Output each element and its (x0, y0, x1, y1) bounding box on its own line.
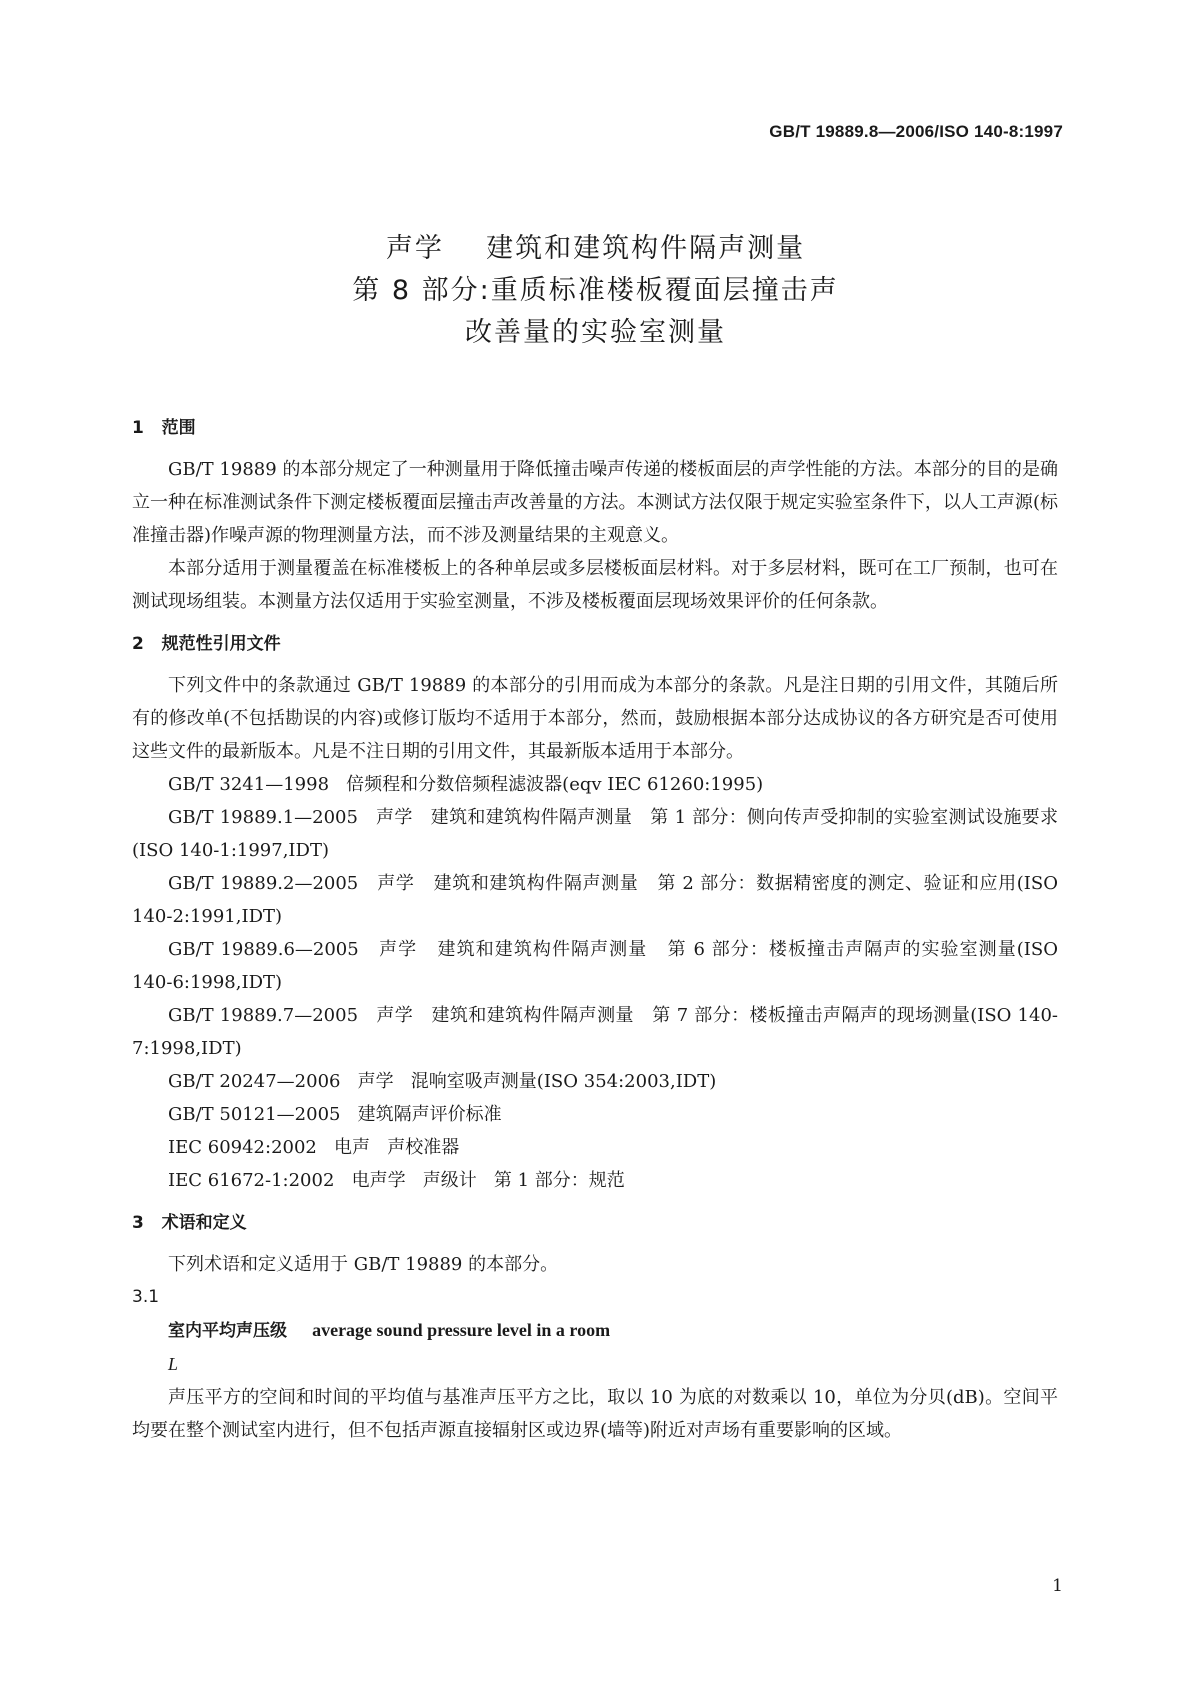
reference-item: GB/T 19889.2—2005 声学 建筑和建筑构件隔声测量 第 2 部分：数据精密度的测定、验证和应用(ISO 140-2:1991,IDT) (132, 873, 1064, 927)
reference-item: GB/T 19889.7—2005 声学 建筑和建筑构件隔声测量 第 7 部分：楼板撞击声隔声的现场测量(ISO 140-7:1998,IDT) (132, 1005, 1058, 1059)
term-chinese: 室内平均声压级 (168, 1321, 287, 1341)
section-heading-terms-definitions: 3 术语和定义 (132, 1213, 247, 1233)
title-line-2: 第 8 部分:重质标准楼板覆面层撞击声 (352, 275, 839, 306)
term-symbol: L (168, 1354, 179, 1374)
reference-item: GB/T 19889.1—2005 声学 建筑和建筑构件隔声测量 第 1 部分：侧向传声受抑制的实验室测试设施要求(ISO 140-1:1997,IDT) (132, 807, 1058, 861)
title-line-1: 声学 建筑和建筑构件隔声测量 (385, 233, 806, 264)
reference-item: GB/T 50121—2005 建筑隔声评价标准 (168, 1104, 502, 1125)
document-body (132, 412, 1064, 1447)
title-line-3: 改善量的实验室测量 (465, 317, 726, 348)
reference-item: GB/T 19889.6—2005 声学 建筑和建筑构件隔声测量 第 6 部分：楼板撞击声隔声的实验室测量(ISO 140-6:1998,IDT) (132, 939, 1064, 993)
section-heading-normative-references: 2 规范性引用文件 (132, 634, 281, 654)
document-title (0, 228, 1191, 354)
term-entry (132, 1314, 1058, 1348)
reference-item: IEC 60942:2002 电声 声校准器 (168, 1137, 460, 1158)
term-definition: 声压平方的空间和时间的平均值与基准声压平方之比，取以 10 为底的对数乘以 10，单位为分贝(dB)。空间平均要在整个测试室内进行，但不包括声源直接辐射区或边界(墙等)附近对声场有重要影响的区域。 (132, 1387, 1058, 1441)
standard-code: GB/T 19889.8—2006/ISO 140-8:1997 (769, 122, 1063, 141)
reference-item: GB/T 3241—1998 倍频程和分数倍频程滤波器(eqv IEC 61260:1995) (168, 774, 764, 795)
section-heading-scope: 1 范围 (132, 418, 196, 438)
terms-definitions-intro: 下列术语和定义适用于 GB/T 19889 的本部分。 (168, 1254, 559, 1275)
scope-paragraph-2: 本部分适用于测量覆盖在标准楼板上的各种单层或多层楼板面层材料。对于多层材料，既可在工厂预制，也可在测试现场组装。本测量方法仅适用于实验室测量，不涉及楼板覆面层现场效果评价的任何条款。 (132, 558, 1058, 612)
scope-paragraph-1: GB/T 19889 的本部分规定了一种测量用于降低撞击噪声传递的楼板面层的声学性能的方法。本部分的目的是确立一种在标准测试条件下测定楼板覆面层撞击声改善量的方法。本测试方法仅限于规定实验室条件下，以人工声源(标准撞击器)作噪声源的物理测量方法，而不涉及测量结果的主观意义。 (132, 459, 1058, 546)
clause-number: 3.1 (132, 1287, 160, 1307)
reference-item: GB/T 20247—2006 声学 混响室吸声测量(ISO 354:2003,IDT) (168, 1071, 717, 1092)
reference-item: IEC 61672-1:2002 电声学 声级计 第 1 部分：规范 (168, 1170, 625, 1191)
term-english: average sound pressure level in a room (312, 1320, 611, 1340)
page-number: 1 (1052, 1576, 1063, 1596)
normative-references-intro: 下列文件中的条款通过 GB/T 19889 的本部分的引用而成为本部分的条款。凡是注日期的引用文件，其随后所有的修改单(不包括勘误的内容)或修订版均不适用于本部分，然而，鼓励根据本部分达成协议的各方研究是否可使用这些文件的最新版本。凡是不注日期的引用文件，其最新版本适用于本部分。 (132, 675, 1058, 762)
